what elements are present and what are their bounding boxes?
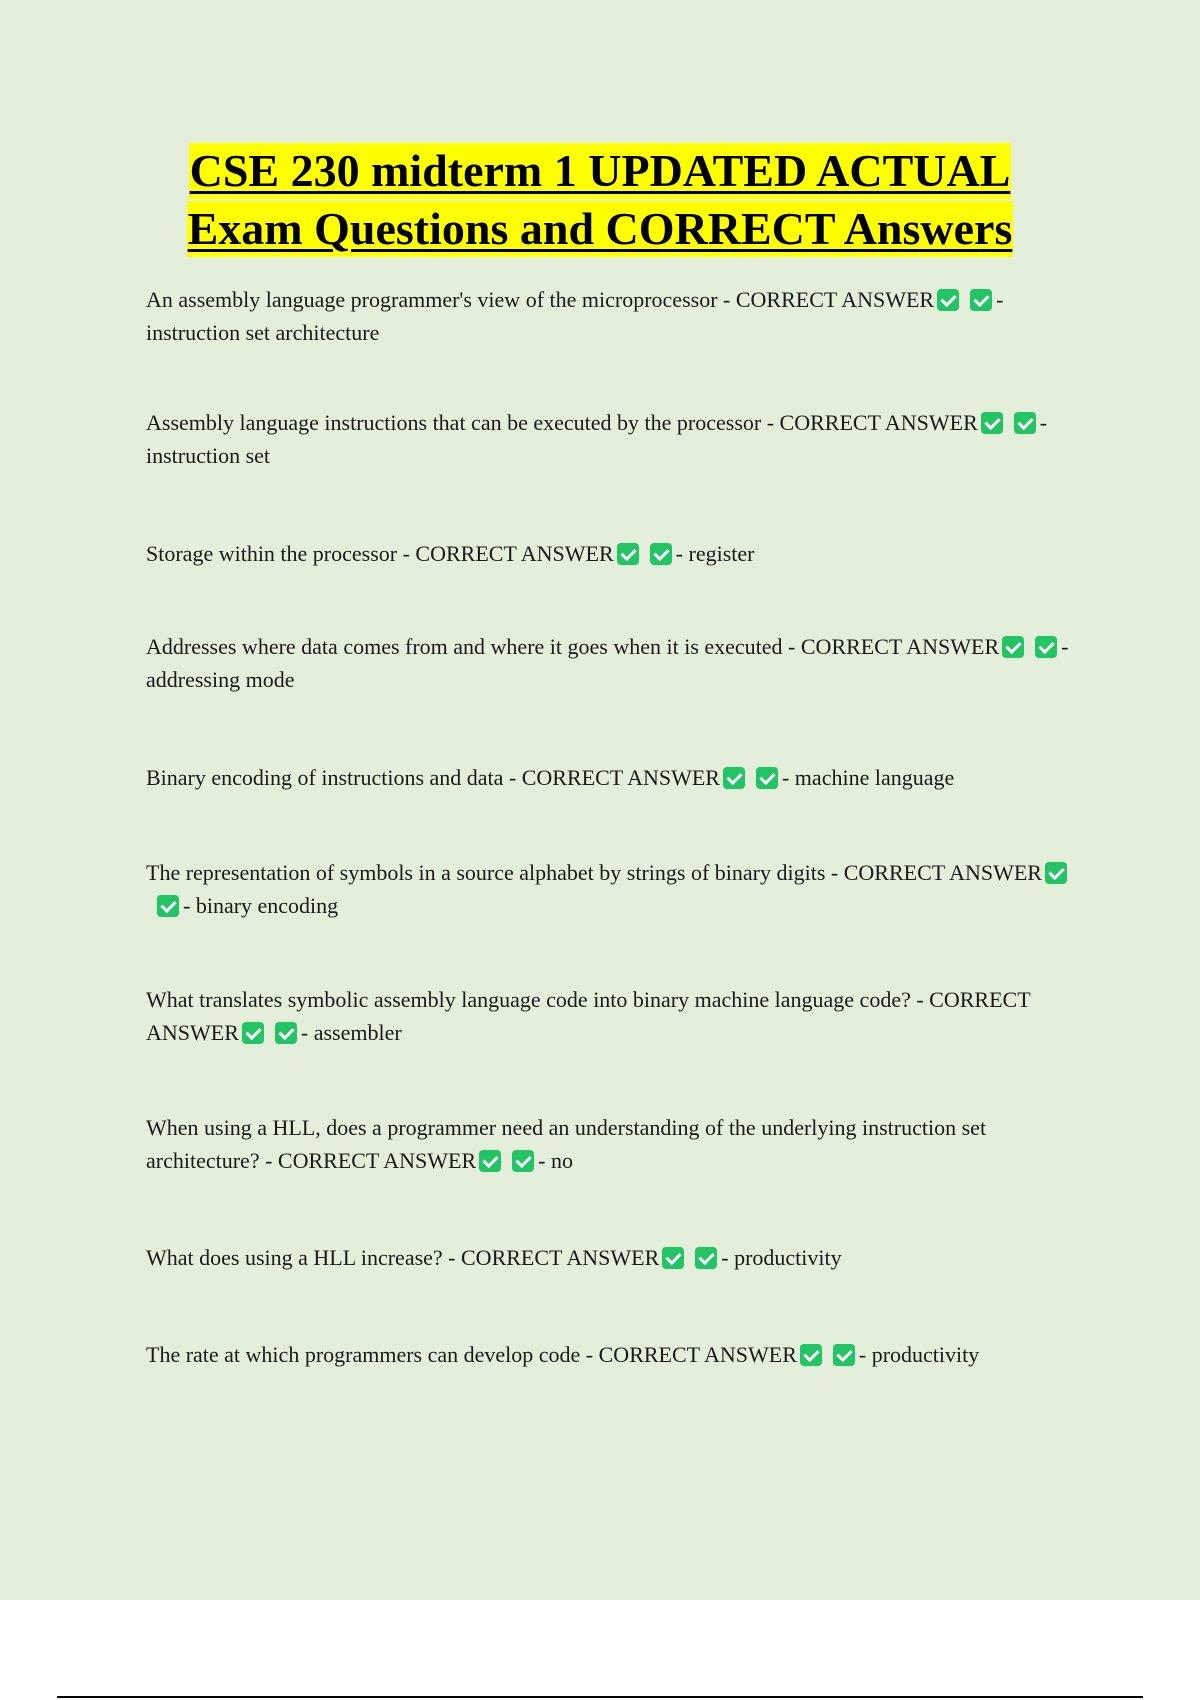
question-text: Assembly language instructions that can be executed by the processor - CORRECT ANSWER: [146, 410, 978, 435]
question-text: Addresses where data comes from and where it goes when it is executed - CORRECT ANSWER: [146, 634, 1000, 659]
answer-text: - addressing mode: [146, 634, 1069, 692]
check-box-icon: [695, 1247, 717, 1269]
qa-item: [146, 630, 1096, 696]
check-box-icon: [1045, 862, 1067, 884]
answer-text: - no: [538, 1148, 573, 1173]
check-box-icon: [937, 289, 959, 311]
answer-text: - register: [675, 541, 755, 566]
qa-item: [146, 406, 1096, 472]
question-text: When using a HLL, does a programmer need an understanding of the underlying instruction set architecture? - CORRECT ANSWER: [146, 1115, 987, 1173]
check-box-icon: [756, 767, 778, 789]
question-text: What translates symbolic assembly language code into binary machine language code? - CORRECT ANSWER: [146, 987, 1031, 1045]
check-box-icon: [833, 1344, 855, 1366]
answer-text: - binary encoding: [183, 893, 339, 918]
question-text: Storage within the processor - CORRECT ANSWER: [146, 541, 614, 566]
check-box-icon: [800, 1344, 822, 1366]
answer-text: - assembler: [300, 1020, 402, 1045]
check-box-icon: [479, 1150, 501, 1172]
answer-text: - productivity: [858, 1342, 980, 1367]
qa-item: [146, 1111, 1096, 1177]
qa-item: [146, 1241, 1096, 1274]
qa-item: [146, 537, 1096, 570]
document-title: [0, 142, 1200, 258]
question-text: The representation of symbols in a source alphabet by strings of binary digits - CORRECT ANSWER: [146, 860, 1042, 885]
check-box-icon: [157, 895, 179, 917]
check-box-icon: [723, 767, 745, 789]
check-box-icon: [1035, 636, 1057, 658]
qa-item: [146, 761, 1096, 794]
check-box-icon: [617, 543, 639, 565]
check-box-icon: [650, 543, 672, 565]
question-text: An assembly language programmer's view of the microprocessor - CORRECT ANSWER: [146, 287, 935, 312]
question-text: What does using a HLL increase? - CORRECT ANSWER: [146, 1245, 660, 1270]
qa-item: [146, 983, 1096, 1049]
qa-item: [146, 1338, 1096, 1371]
page-divider: [57, 1696, 1143, 1698]
check-box-icon: [970, 289, 992, 311]
check-box-icon: [1002, 636, 1024, 658]
qa-item: [146, 283, 1096, 349]
question-text: The rate at which programmers can develop code - CORRECT ANSWER: [146, 1342, 797, 1367]
answer-text: - productivity: [721, 1245, 842, 1270]
qa-item: [146, 856, 1096, 922]
check-box-icon: [242, 1022, 264, 1044]
check-box-icon: [512, 1150, 534, 1172]
answer-text: - machine language: [781, 765, 955, 790]
check-box-icon: [275, 1022, 297, 1044]
title-line-2: Exam Questions and CORRECT Answers: [187, 201, 1014, 257]
answer-text: - instruction set architecture: [146, 287, 1004, 345]
question-text: Binary encoding of instructions and data - CORRECT ANSWER: [146, 765, 720, 790]
title-line-1: CSE 230 midterm 1 UPDATED ACTUAL: [189, 143, 1012, 199]
answer-text: - instruction set: [146, 410, 1048, 468]
check-box-icon: [1014, 412, 1036, 434]
check-box-icon: [981, 412, 1003, 434]
check-box-icon: [662, 1247, 684, 1269]
